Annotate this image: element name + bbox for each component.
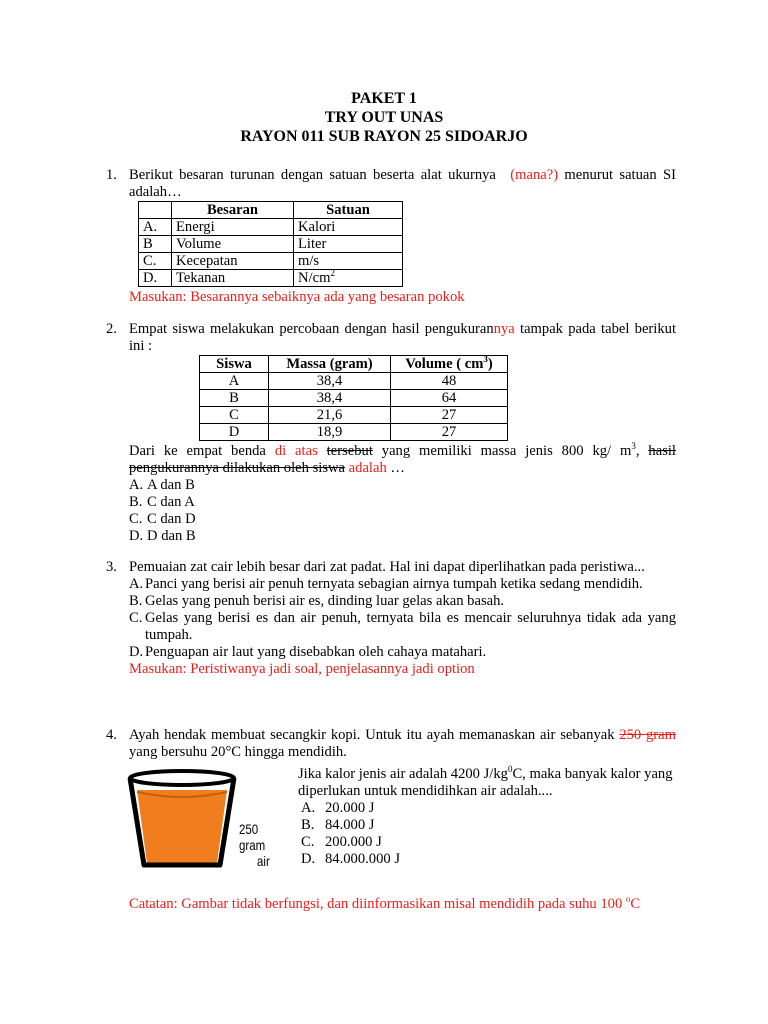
reviewer-strike: tersebut (326, 443, 373, 459)
question-number: 1. (106, 167, 117, 183)
reviewer-note: Masukan: Besarannya sebaiknya ada yang besaran pokok (129, 289, 465, 305)
table-header: Satuan (294, 202, 403, 219)
header-line-1: PAKET 1 (351, 90, 417, 107)
table-cell: A (200, 373, 269, 390)
q4-subquestion (298, 766, 676, 868)
q1-table (138, 201, 403, 287)
table-cell: D. (139, 270, 172, 287)
table-row (200, 390, 508, 407)
question-text: Berikut besaran turunan dengan satuan beserta alat ukurnya (129, 167, 496, 183)
table-cell: $N/cm^2$ (294, 270, 403, 287)
reviewer-note: Masukan: Peristiwanya jadi soal, penjelasannya jadi option (129, 661, 475, 677)
table-cell: Energi (172, 219, 294, 236)
question-number: 3. (106, 559, 117, 575)
glass-label: 250 gram air (239, 821, 270, 869)
reviewer-note: Catatan: Gambar tidak berfungsi, dan diinformasikan misal mendidih pada suhu 100 $^o$C (129, 894, 641, 912)
table-cell: m/s (294, 253, 403, 270)
table-cell: 21,6 (269, 407, 391, 424)
table-cell: B (139, 236, 172, 253)
option: D. 84.000.000 J (301, 851, 400, 867)
reviewer-insert: nya (493, 321, 515, 337)
reviewer-strike: 250 gram (619, 727, 676, 743)
table-row (139, 236, 403, 253)
q2-options (129, 477, 676, 545)
table-row (200, 424, 508, 441)
option: A. 20.000 J (301, 800, 375, 816)
table-row (139, 270, 403, 287)
table-cell: 18,9 (269, 424, 391, 441)
table-header: Siswa (200, 356, 269, 373)
question-2 (106, 321, 676, 545)
q4-options (298, 800, 676, 868)
glass-illustration (127, 768, 297, 868)
q2-followup-text: Dari ke empat benda di atas tersebut yang memiliki massa jenis 800 kg/ $m^3$, hasil pengukurannya dilakukan oleh siswa adalah … (129, 441, 676, 476)
question-text: tampak pada tabel berikut ini : (129, 321, 676, 354)
header-line-3: RAYON 011 SUB RAYON 25 SIDOARJO (240, 128, 528, 145)
table-row (139, 253, 403, 270)
table-cell: Liter (294, 236, 403, 253)
table-cell: 38,4 (269, 390, 391, 407)
table-cell: Tekanan (172, 270, 294, 287)
reviewer-insert: di atas (274, 443, 318, 459)
option: B. 84.000 J (301, 817, 375, 833)
table-cell: 27 (391, 424, 508, 441)
table-header: Volume ( $cm^3$) (391, 356, 508, 373)
header-line-2: TRY OUT UNAS (324, 109, 444, 126)
table-cell: C. (139, 253, 172, 270)
reviewer-insert: (mana?) (510, 167, 559, 183)
q3-options (129, 576, 676, 661)
table-header: Besaran (172, 202, 294, 219)
question-1 (106, 167, 676, 306)
question-text: Pemuaian zat cair lebih besar dari zat padat. Hal ini dapat diperlihatkan pada peristiwa... (129, 559, 645, 575)
table-cell: A. (139, 219, 172, 236)
table-cell: D (200, 424, 269, 441)
question-number: 2. (106, 321, 117, 337)
table-header (139, 202, 172, 219)
question-4 (106, 727, 676, 761)
option: B. Gelas yang penuh berisi air es, dinding luar gelas akan basah. (129, 593, 505, 609)
table-cell: 27 (391, 407, 508, 424)
table-row (200, 407, 508, 424)
table-cell: 48 (391, 373, 508, 390)
table-cell: B (200, 390, 269, 407)
q2-table (199, 355, 508, 441)
question-3 (106, 559, 676, 678)
table-row (139, 219, 403, 236)
reviewer-insert: adalah (348, 460, 387, 476)
question-number: 4. (106, 727, 117, 743)
option: C. C dan D (129, 511, 196, 527)
option: B. C dan A (129, 494, 195, 510)
table-cell: 64 (391, 390, 508, 407)
question-text: Jika kalor jenis air adalah 4200 $J/kg^0C$, maka banyak kalor yang diperlukan untuk mendidihkan air adalah.... (298, 764, 673, 799)
question-text: Ayah hendak membuat secangkir kopi. Untuk itu ayah memanaskan air sebanyak 250 gram yang bersuhu 20°C hingga mendidih. (129, 727, 676, 760)
option: D. D dan B (129, 528, 196, 544)
table-cell: C (200, 407, 269, 424)
table-cell: 38,4 (269, 373, 391, 390)
reviewer-strike: hasil pengukurannya dilakukan oleh siswa (129, 443, 676, 476)
table-cell: Kecepatan (172, 253, 294, 270)
glass-of-water-image (127, 768, 237, 868)
option: C. Gelas yang berisi es dan air penuh, ternyata bila es mencair seluruhnya tidak ada yang tumpah. (129, 610, 676, 643)
document-header (0, 89, 768, 146)
option: A. A dan B (129, 477, 195, 493)
option: D. Penguapan air laut yang disebabkan oleh cahaya matahari. (129, 644, 487, 660)
table-row (200, 373, 508, 390)
option: C. 200.000 J (301, 834, 382, 850)
table-cell: Kalori (294, 219, 403, 236)
table-cell: Volume (172, 236, 294, 253)
question-text: menurut satuan SI adalah… (129, 167, 676, 200)
question-text: Empat siswa melakukan percobaan dengan hasil pengukuran (129, 321, 494, 337)
table-header: Massa (gram) (269, 356, 391, 373)
option: A. Panci yang berisi air penuh ternyata sebagian airnya tumpah ketika sedang mendidih. (129, 576, 643, 592)
